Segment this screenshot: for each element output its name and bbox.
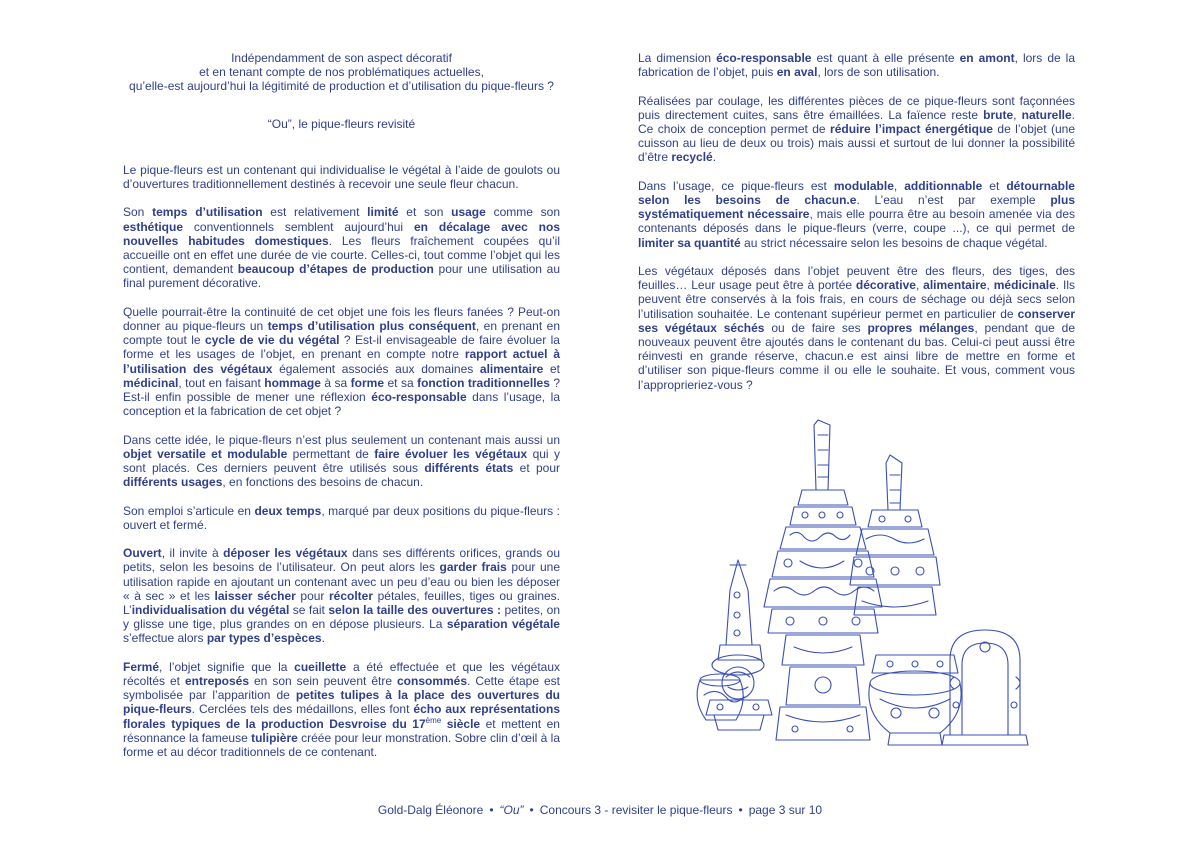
footer-separator: • [738, 803, 743, 817]
arched-piece-drawing [942, 630, 1028, 745]
medium-tower-drawing [850, 455, 940, 615]
left-paragraph-7: Fermé, l’objet signifie que la cueillette a été effectuée et que les végétaux récoltés et entreposés en son sein peuvent être consommés. Cette étape est symbolisée par l’apparition de petites tulipes à la place des ouvertures du pique-fleurs. Cerclées tels des médaillons, elles font écho aux représentations florales typiques de la production Desvroise du 17ème siècle et mettent en résonnance la fameuse tulipière créée pour leur monstration. Sobre clin d’œil à la forme et au décor traditionnels de ce contenant. [123, 659, 561, 760]
small-obelisk-drawing [706, 560, 772, 730]
pique-fleurs-illustration [690, 415, 1040, 755]
left-paragraph-5: Son emploi s’articule en deux temps, marqué par deux positions du pique-fleurs : ouvert et fermé. [123, 503, 561, 532]
intro-line-2: et en tenant compte de nos problématiques actuelles, [199, 65, 484, 80]
left-paragraph-4: Dans cette idée, le pique-fleurs n’est plus seulement un contenant mais aussi un objet versatile et modulable permettant de faire évoluer les végétaux qui y sont placés. Ces derniers peuvent être utilisés sous différents états et pour différents usages, en fonctions des besoins de chacun. [123, 432, 560, 490]
left-paragraph-3: Quelle pourrait-être la continuité de cet objet une fois les fleurs fanées ? Peut-on donner au pique-fleurs un temps d’utilisation plus conséquent, en prenant en compte tout le cycle de vie du végétal ? Est-il envisageable de faire évoluer la forme et les usages de l’objet, en prenant en compte notre rapport actuel à l’utilisation des végétaux également associés aux domaines alimentaire et médicinal, tout en faisant hommage à sa forme et sa fonction traditionnelles ? Est-il enfin possible de mener une réflexion éco-responsable dans l’usage, la conception et la fabrication de cet objet ? [123, 304, 561, 419]
subtitle: “Ou”, le pique-fleurs revisité [267, 116, 416, 131]
page-footer [0, 803, 1200, 817]
right-column [638, 51, 1075, 406]
left-paragraph-1: Le pique-fleurs est un contenant qui individualise le végétal à l’aide de goulots ou d’ouvertures traditionnellement destinés à recevoir une seule fleur chacun. [123, 162, 560, 192]
left-paragraph-6: Ouvert, il invite à déposer les végétaux dans ses différents orifices, grands ou petits, selon les besoins de l’utilisateur. On peut alors les garder frais pour une utilisation rapide en ajoutant un contenant avec un peu d’eau ou bien les déposer « à sec » et les laisser sécher pour récolter pétales, feuilles, tiges ou graines. L’individualisation du végétal se fait selon la taille des ouvertures : petites, on y glisse une tige, plus grandes on en dépose plusieurs. La séparation végétale s’effectue alors par types d’espèces. [123, 546, 561, 646]
intro-line-1: Indépendamment de son aspect décoratif [231, 51, 452, 65]
intro-line-3: qu’elle-est aujourd’hui la légitimité de production et d’utilisation du pique-fleurs ? [129, 79, 554, 94]
footer-title: “Ou” [499, 803, 524, 817]
right-paragraph-4: Les végétaux déposés dans l’objet peuvent être des fleurs, des tiges, des feuilles… Leur usage peut être à portée décorative, alimentaire, médicinale. Ils peuvent être conservés à la fois frais, en cours de séchage ou déjà secs selon l’utilisation souhaitée. Le contenant supérieur permet en particulier de conserver ses végétaux séchés ou de faire ses propres mélanges, pendant que de nouveaux peuvent être ajoutés dans le contenant du bas. Celui-ci peut aussi être réinvesti en grande réserve, chacun.e est ainsi libre de mettre en forme et d’utiliser son pique-fleurs comme il ou elle le souhaite. Et vous, comment vous l’approprieriez-vous ? [638, 264, 1076, 392]
footer-page-number: page 3 sur 10 [748, 803, 823, 817]
footer-author: Gold-Dalg Éléonore [377, 803, 484, 817]
intro-question [123, 51, 560, 94]
tall-tower-drawing [764, 420, 882, 740]
left-column [123, 51, 560, 773]
left-paragraph-2: Son temps d’utilisation est relativement limité et son usage comme son esthétique conventionnels semblent aujourd’hui en décalage avec nos nouvelles habitudes domestiques. Les fleurs fraîchement coupées qu’il accueille ont en effet une durée de vie courte. Celles-ci, tout comme l’objet qui les contient, demandent beaucoup d’étapes de production pour une utilisation au final purement décorative. [123, 205, 561, 291]
right-paragraph-1: La dimension éco-responsable est quant à elle présente en amont, lors de la fabrication de l’objet, puis en aval, lors de son utilisation. [638, 51, 1076, 80]
footer-separator: • [529, 803, 534, 817]
right-paragraph-2: Réalisées par coulage, les différentes pièces de ce pique-fleurs sont façonnées puis directement cuites, sans être émaillées. La faïence reste brute, naturelle. Ce choix de conception permet de réduire l’impact énergétique de l’objet (une cuisson au lieu de deux ou trois) mais aussi et surtout de lui donner la possibilité d’être recyclé. [638, 93, 1075, 165]
right-paragraph-3: Dans l’usage, ce pique-fleurs est modulable, additionnable et détournable selon les besoins de chacun.e. L’eau n’est par exemple plus systématiquement nécessaire, mais elle pourra être au besoin amenée via des contenants déposés dans le pique-fleurs (verre, coupe ...), ce qui permet de limiter sa quantité au strict nécessaire selon les besoins de chaque végétal. [638, 178, 1075, 250]
small-vase-drawing [697, 674, 744, 720]
footer-separator: • [489, 803, 494, 817]
round-vase-drawing [869, 655, 961, 745]
footer-contest: Concours 3 - revisiter le pique-fleurs [539, 803, 733, 817]
